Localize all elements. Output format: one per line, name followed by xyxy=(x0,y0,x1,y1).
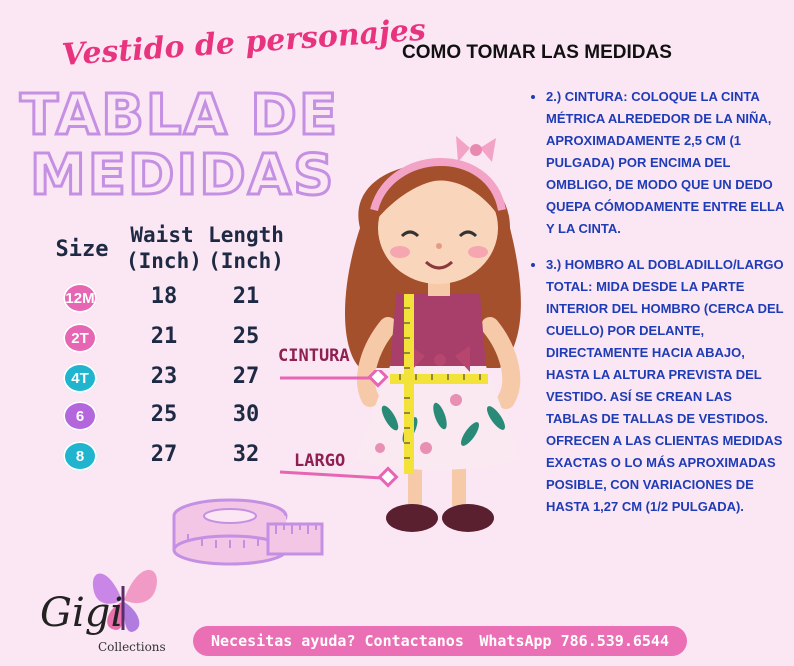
length-value: 30 xyxy=(232,402,260,427)
label-cintura: CINTURA xyxy=(278,346,350,366)
size-badge: 2T xyxy=(63,323,97,353)
header-waist: Waist (Inch) xyxy=(126,223,202,274)
waist-value: 18 xyxy=(150,284,178,309)
instruction-item: • 2.) CINTURA: COLOQUE LA CINTA MÉTRICA ALREDEDOR DE LA NIÑA, APROXIMADAMENTE 2,5 CM (1 PULGADA) POR ENCIMA DEL OMBLIGO, DE MODO QUE UN DEDO QUEPA CÓMODAMENTE ENTRE ELLA Y LA CINTA. xyxy=(546,86,786,240)
length-value: 21 xyxy=(232,284,260,309)
logo-subtitle: Collections xyxy=(98,640,166,654)
title-line-2: MEDIDAS xyxy=(30,143,336,208)
waist-value: 27 xyxy=(150,442,178,467)
length-value: 27 xyxy=(232,364,260,389)
whatsapp-contact[interactable]: WhatsApp 786.539.6544 xyxy=(479,632,669,650)
header-length: Length (Inch) xyxy=(208,223,284,274)
help-text[interactable]: Necesitas ayuda? Contactanos xyxy=(211,632,464,650)
size-badge: 6 xyxy=(63,401,97,431)
table-row xyxy=(0,322,300,358)
measuring-tape-icon xyxy=(168,494,328,566)
instructions xyxy=(530,86,786,532)
waist-value: 21 xyxy=(150,324,178,349)
table-row xyxy=(0,400,300,436)
header-size: Size xyxy=(55,237,109,262)
waist-value: 23 xyxy=(150,364,178,389)
table-row xyxy=(0,282,300,318)
logo-name: Gigi xyxy=(40,590,124,636)
section-title: COMO TOMAR LAS MEDIDAS xyxy=(402,42,672,63)
footer-contact-bar xyxy=(193,626,687,656)
table-row xyxy=(0,362,300,398)
waist-value: 25 xyxy=(150,402,178,427)
label-largo: LARGO xyxy=(294,451,346,471)
pointer-lines xyxy=(270,370,400,490)
size-badge: 8 xyxy=(63,441,97,471)
length-value: 25 xyxy=(232,324,260,349)
table-row xyxy=(0,440,300,476)
script-title: Vestido de personajes xyxy=(60,12,427,73)
title-line-1: TABLA DE xyxy=(20,83,340,148)
length-value: 32 xyxy=(232,442,260,467)
size-badge: 4T xyxy=(63,363,97,393)
size-badge: 12M xyxy=(63,283,97,313)
instruction-item: • 3.) HOMBRO AL DOBLADILLO/LARGO TOTAL: MIDA DESDE LA PARTE INTERIOR DEL HOMBRO (CERCA DEL CUELLO) POR DELANTE, DIRECTAMENTE HACIA ABAJO, HASTA LA ALTURA PREVISTA DEL VESTIDO. ASÍ SE CREAN LAS TABLAS DE TALLAS DE VESTIDOS. OFRECEN A LAS CLIENTAS MEDIDAS EXACTAS O LO MÁS APROXIMADAS POSIBLE, CON VARIACIONES DE HASTA 1,27 CM (1/2 PULGADA). xyxy=(546,254,786,518)
